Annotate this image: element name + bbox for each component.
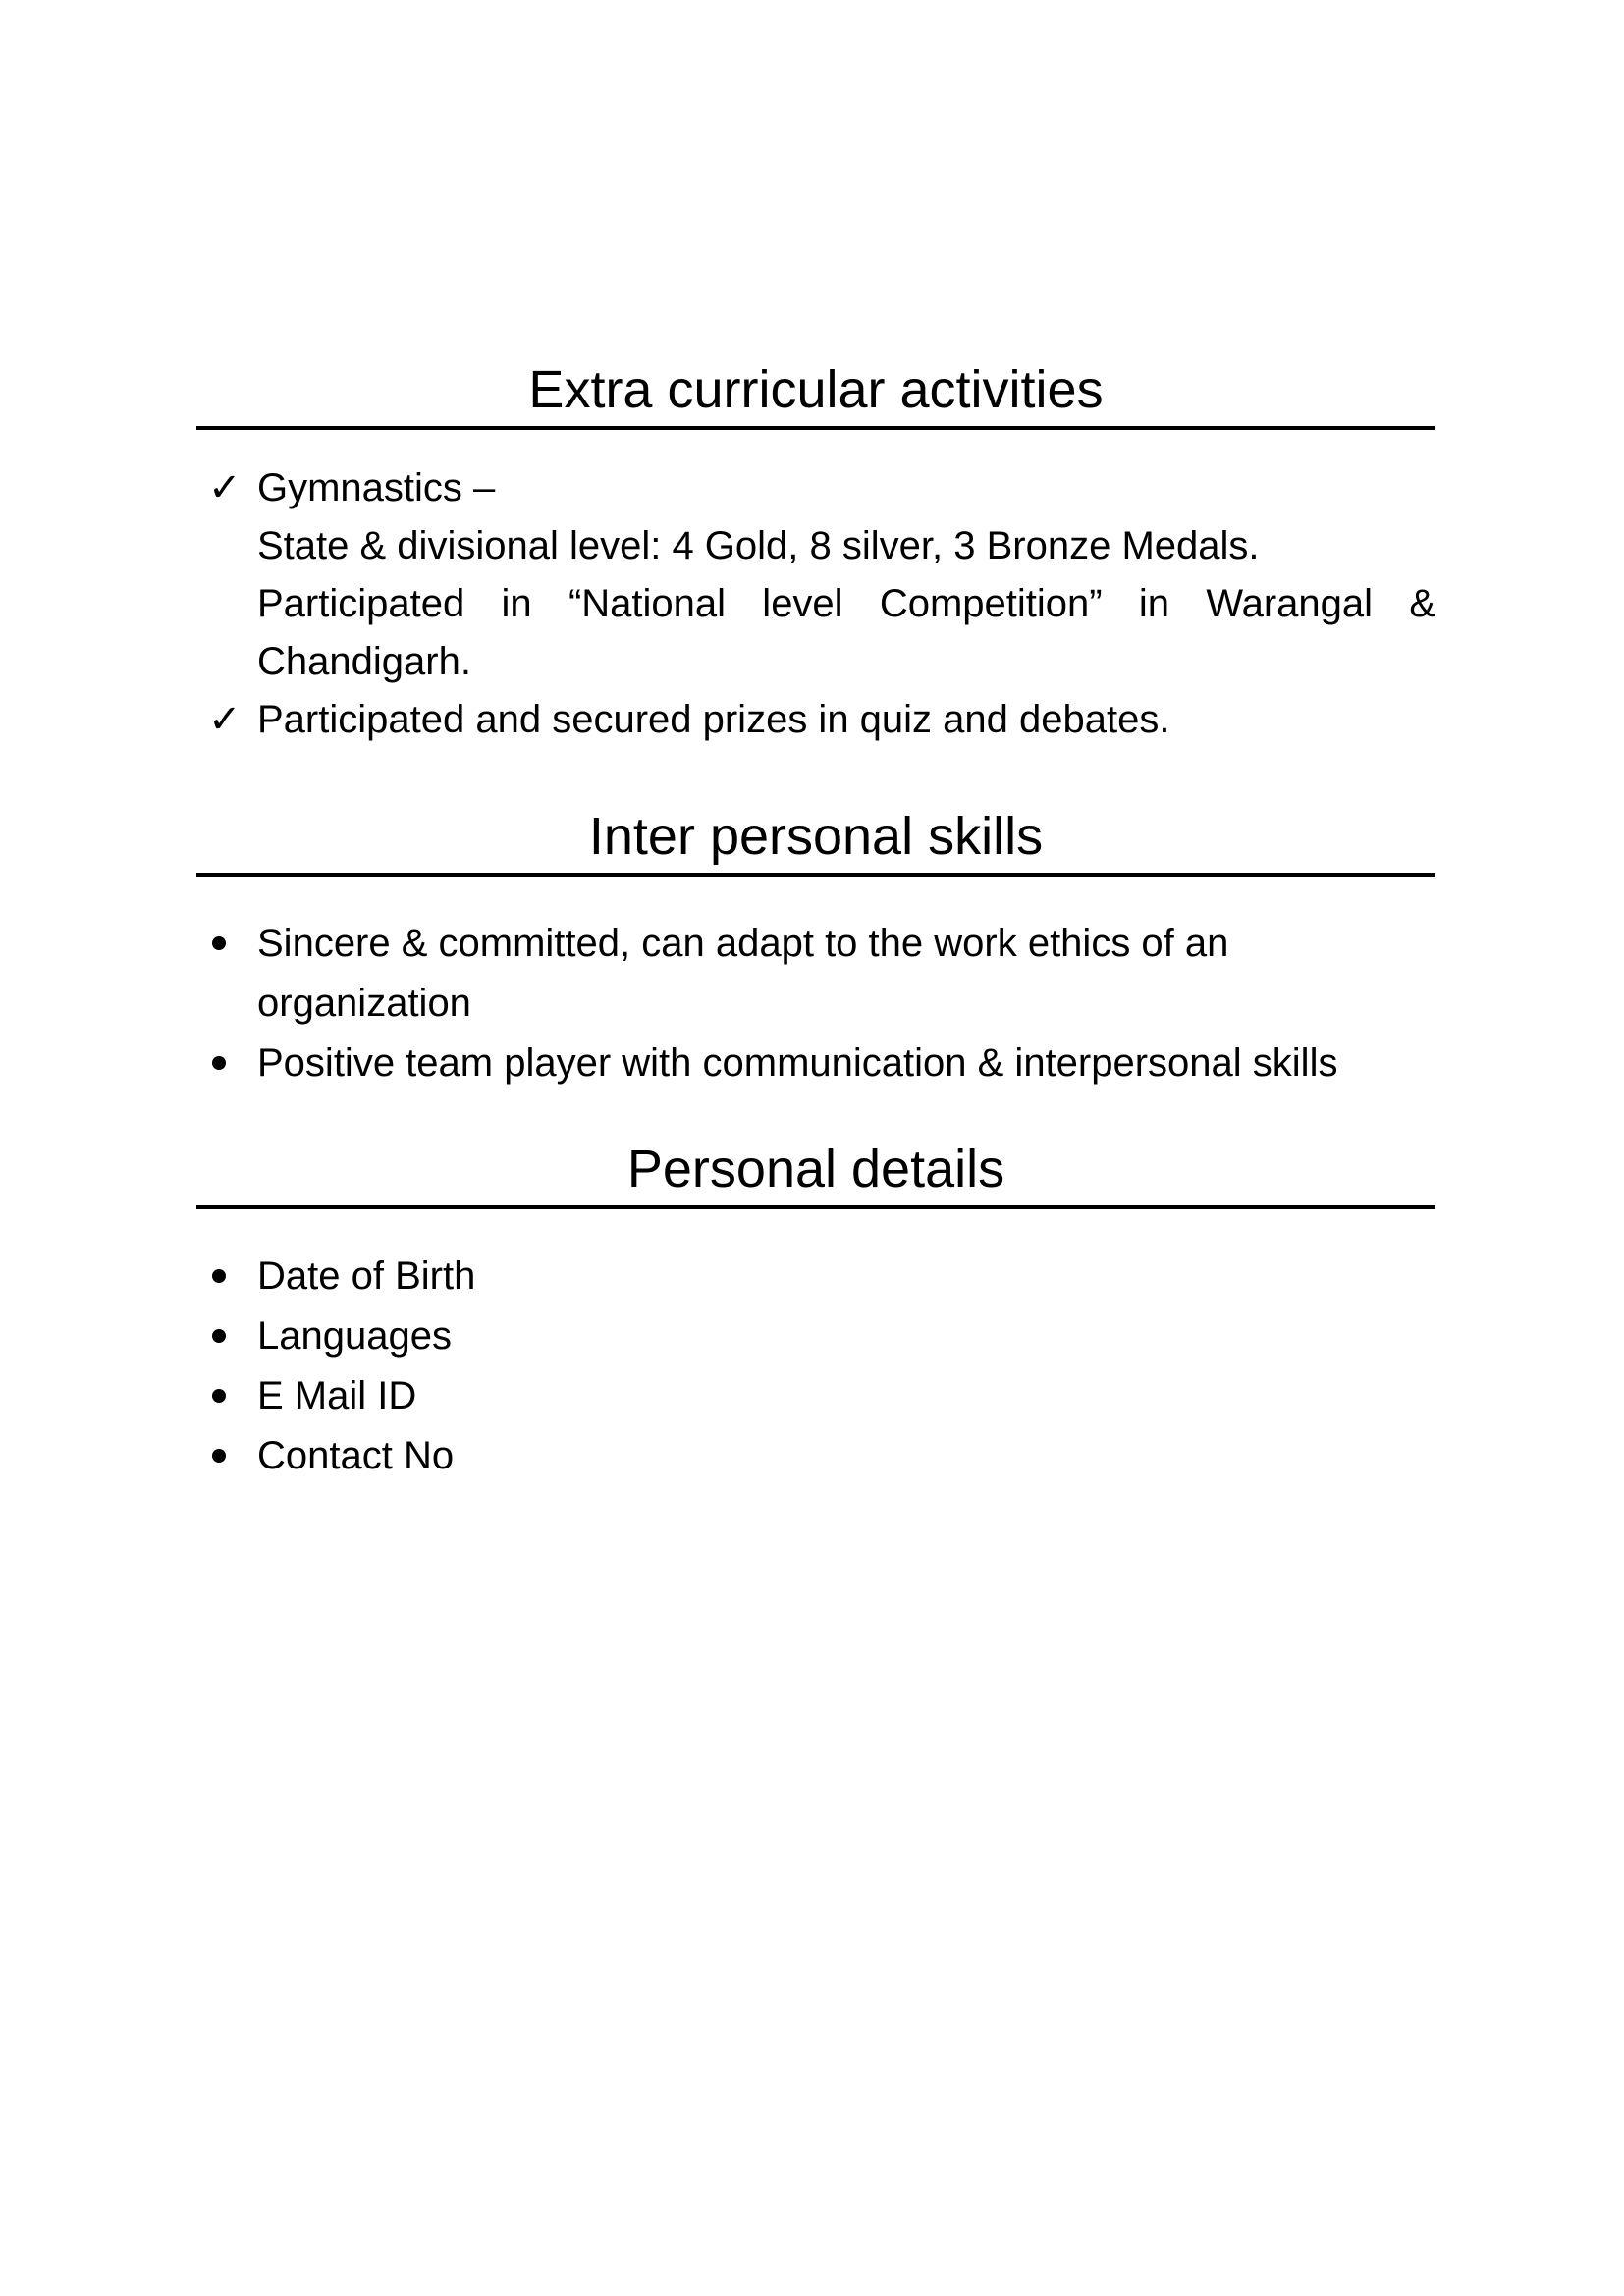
checkmark-icon: ✓ <box>208 698 242 741</box>
gymnastics-national-line1: Participated in “National level Competition” in Warangal & <box>257 582 1435 625</box>
bullet-icon <box>212 1329 226 1343</box>
detail-label: Date of Birth <box>257 1255 476 1298</box>
checkmark-icon: ✓ <box>208 466 242 509</box>
list-item <box>196 1426 1435 1486</box>
detail-label: E Mail ID <box>257 1374 417 1417</box>
skill-text: Sincere & committed, can adapt to the work ethics of an organization <box>257 922 1229 1025</box>
personal-details-list <box>196 1247 1435 1486</box>
extra-curricular-list <box>196 459 1435 749</box>
personal-details-section <box>196 1139 1435 1486</box>
inter-personal-section <box>196 806 1435 1094</box>
list-item <box>196 1247 1435 1307</box>
bullet-icon <box>212 936 226 950</box>
section-heading-extra-curricular: Extra curricular activities <box>196 359 1435 430</box>
list-item-quiz <box>196 691 1435 749</box>
section-heading-personal-details: Personal details <box>196 1139 1435 1209</box>
bullet-icon <box>212 1056 226 1070</box>
gymnastics-title: Gymnastics – <box>257 466 496 509</box>
skill-text: Positive team player with communication & interpersonal skills <box>257 1041 1338 1085</box>
inter-personal-list <box>196 914 1435 1094</box>
gymnastics-national-line2: Chandigarh. <box>257 640 471 683</box>
bullet-icon <box>212 1269 226 1283</box>
extra-curricular-section <box>196 359 1435 749</box>
detail-label: Contact No <box>257 1434 455 1477</box>
list-item <box>196 914 1435 1034</box>
quiz-text: Participated and secured prizes in quiz and debates. <box>257 698 1170 741</box>
list-item-gymnastics <box>196 459 1435 691</box>
list-item <box>196 1307 1435 1366</box>
gymnastics-medals: State & divisional level: 4 Gold, 8 silver, 3 Bronze Medals. <box>257 524 1260 567</box>
bullet-icon <box>212 1449 226 1463</box>
list-item <box>196 1034 1435 1094</box>
bullet-icon <box>212 1389 226 1403</box>
detail-label: Languages <box>257 1314 452 1358</box>
section-heading-inter-personal: Inter personal skills <box>196 806 1435 877</box>
list-item <box>196 1366 1435 1426</box>
